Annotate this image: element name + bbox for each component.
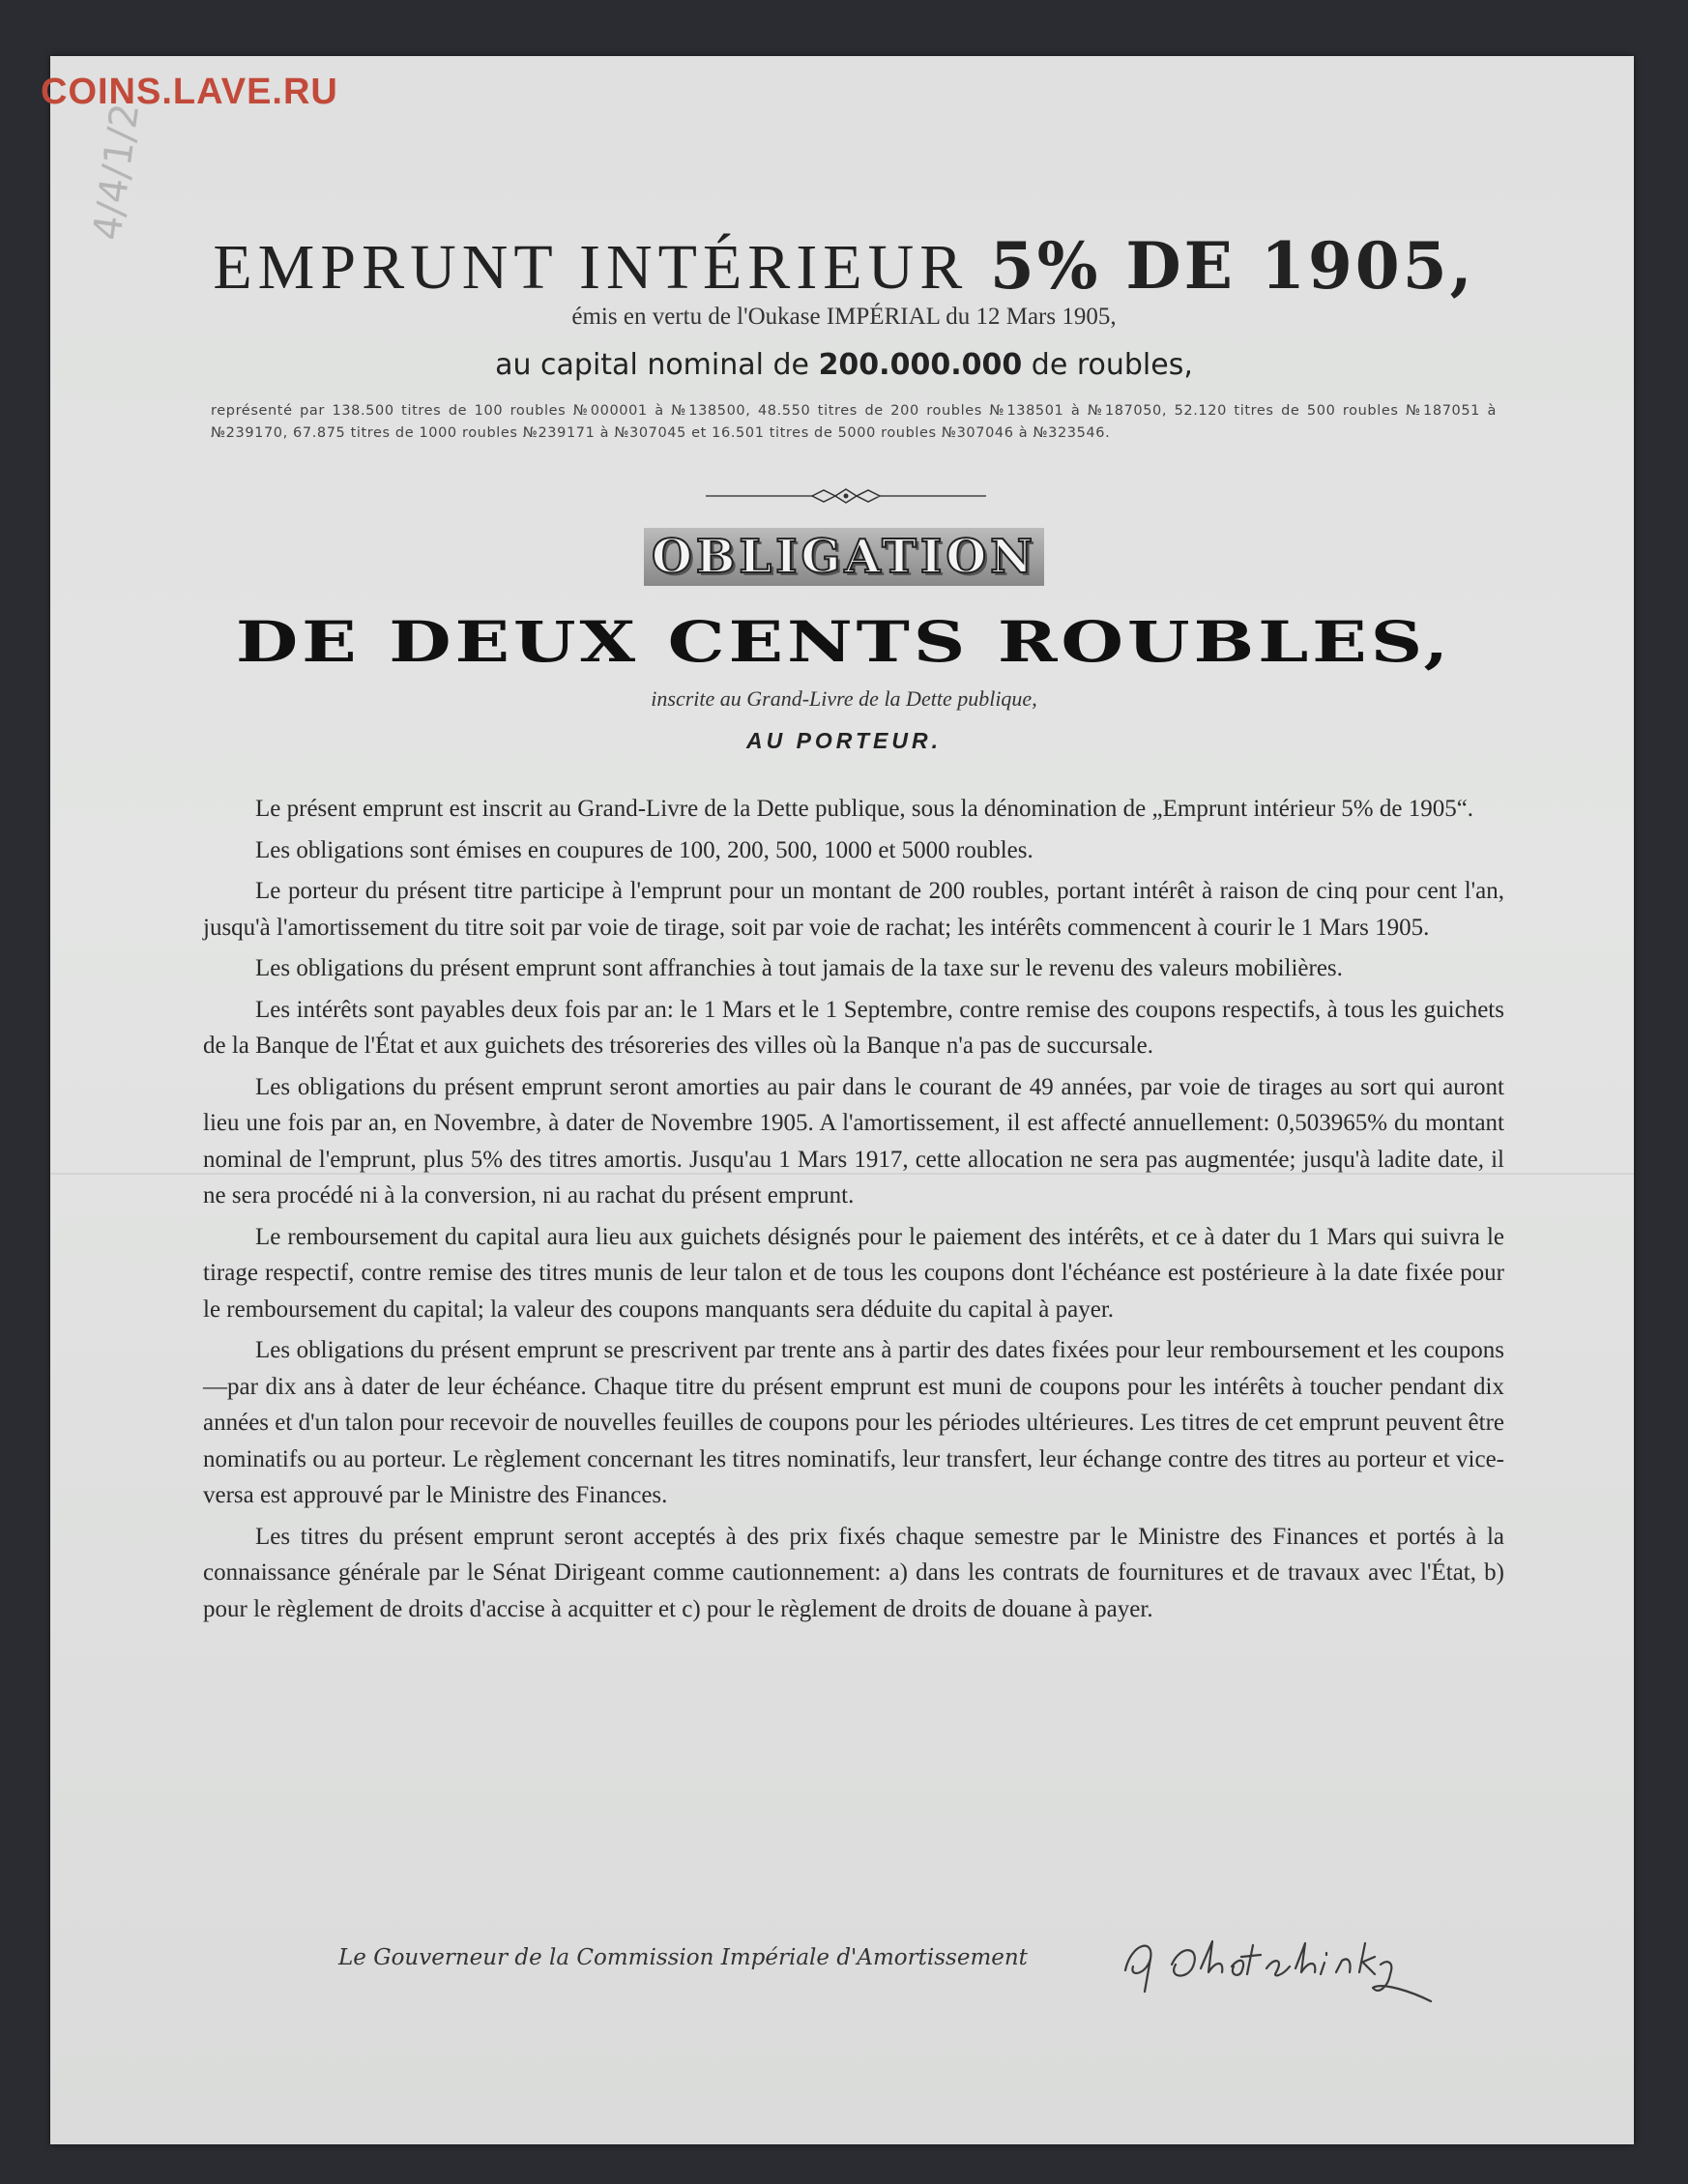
paragraph: Les obligations du présent emprunt se prescrivent par trente ans à partir des dates fixées pour leur remboursement et les coupons—par dix ans à dater de leur échéance. Chaque titre du présent emprunt est muni de coupons pour les intérêts à toucher pendant dix années et d'un talon pour recevoir de nouvelles feuilles de coupons pour les périodes ultérieures. Les titres de cet emprunt peuvent être nominatifs ou au porteur. Le règlement concernant les titres nominatifs, leur transfert, leur échange contre des titres au porteur et vice-versa est approuvé par le Ministre des Finances. bbox=[203, 1337, 1504, 1508]
representation-text: représenté par 138.500 titres de 100 roubles №000001 à №138500, 48.550 titres de 200 roubles №138501 à №187050, 52.120 titres de 500 roubles №187051 à №239170, 67.875 titres de 1000 roubles №239171 à №307045 et 16.501 titres de 5000 roubles №307046 à №323546. bbox=[211, 403, 1497, 441]
pencil-note: 4/4/1/2 bbox=[85, 101, 149, 244]
governor-signature-line: Le Gouverneur de la Commission Impériale d'Amortissement bbox=[338, 1945, 1028, 1970]
capital-prefix: au capital nominal de bbox=[495, 348, 810, 382]
capital-amount: 200.000.000 bbox=[818, 348, 1023, 382]
obligation-banner bbox=[0, 530, 1688, 584]
paragraph: Les obligations du présent emprunt sont affranchies à tout jamais de la taxe sur le revenu des valeurs mobilières. bbox=[255, 955, 1343, 981]
capital-suffix: de roubles, bbox=[1031, 348, 1193, 382]
inscription-line: inscrite au Grand-Livre de la Dette publique, bbox=[651, 686, 1037, 711]
paragraph: Les titres du présent emprunt seront acceptés à des prix fixés chaque semestre par le Ministre des Finances et portés à la connaissance générale par le Sénat Dirigeant comme cautionnement: a) dans les contrats de fournitures et de travaux avec l'État, b) pour le règlement de droits d'accise à acquitter et c) pour le règlement de droits de douane à payer. bbox=[203, 1523, 1504, 1622]
capital-line bbox=[0, 348, 1688, 382]
paragraph: Le porteur du présent titre participe à l'emprunt pour un montant de 200 roubles, portant intérêt à raison de cinq pour cent l'an, jusqu'à l'amortissement du titre soit par voie de tirage, soit par voie de rachat; les intérêts commencent à courir le 1 Mars 1905. bbox=[203, 878, 1504, 941]
paragraph: Les obligations sont émises en coupures de 100, 200, 500, 1000 et 5000 roubles. bbox=[255, 836, 1033, 863]
oukase-line: émis en vertu de l'Oukase IMPÉRIAL du 12 Mars 1905, bbox=[571, 304, 1117, 330]
paragraph: Les obligations du présent emprunt seront amorties au pair dans le courant de 49 années, par voie de tirages au sort qui auront lieu une fois par an, en Novembre, à dater de Novembre 1905. A l'amortissement, il est affecté annuellement: 0,503965% du montant nominal de l'emprunt, plus 5% des titres amortis. Jusqu'au 1 Mars 1917, cette allocation ne sera pas augmentée; jusqu'à ladite date, il ne sera procédé ni à la conversion, ni au rachat du présent emprunt. bbox=[203, 1073, 1504, 1208]
handwritten-signature bbox=[1112, 1924, 1441, 2011]
terms-body bbox=[203, 791, 1504, 1632]
paragraph: Le remboursement du capital aura lieu aux guichets désignés pour le paiement des intérêts, et ce à dater du 1 Mars qui suivra le tirage respectif, contre remise des titres munis de leur talon et de tous les coupons dont l'échéance est postérieure à la date fixée pour le remboursement du capital; la valeur des coupons manquants sera déduite du capital à payer. bbox=[203, 1223, 1504, 1323]
document-title bbox=[0, 228, 1688, 305]
watermark: COINS.LAVE.RU bbox=[41, 72, 338, 112]
ornament-divider bbox=[706, 487, 986, 505]
title-part1: EMPRUNT INTÉRIEUR bbox=[213, 232, 969, 303]
denomination-heading: DE DEUX CENTS ROUBLES, bbox=[235, 609, 1453, 675]
paragraph: Le présent emprunt est inscrit au Grand-Livre de la Dette publique, sous la dénomination de „Emprunt intérieur 5% de 1905“. bbox=[255, 796, 1474, 822]
title-part2: 5% DE 1905, bbox=[989, 228, 1475, 304]
bearer-line: AU PORTEUR. bbox=[745, 728, 943, 753]
paragraph: Les intérêts sont payables deux fois par an: le 1 Mars et le 1 Septembre, contre remise des coupons respectifs, à tous les guichets de la Banque de l'État et aux guichets des trésoreries des villes où la Banque n'a pas de succursale. bbox=[203, 996, 1504, 1059]
obligation-label: OBLIGATION bbox=[644, 528, 1044, 586]
